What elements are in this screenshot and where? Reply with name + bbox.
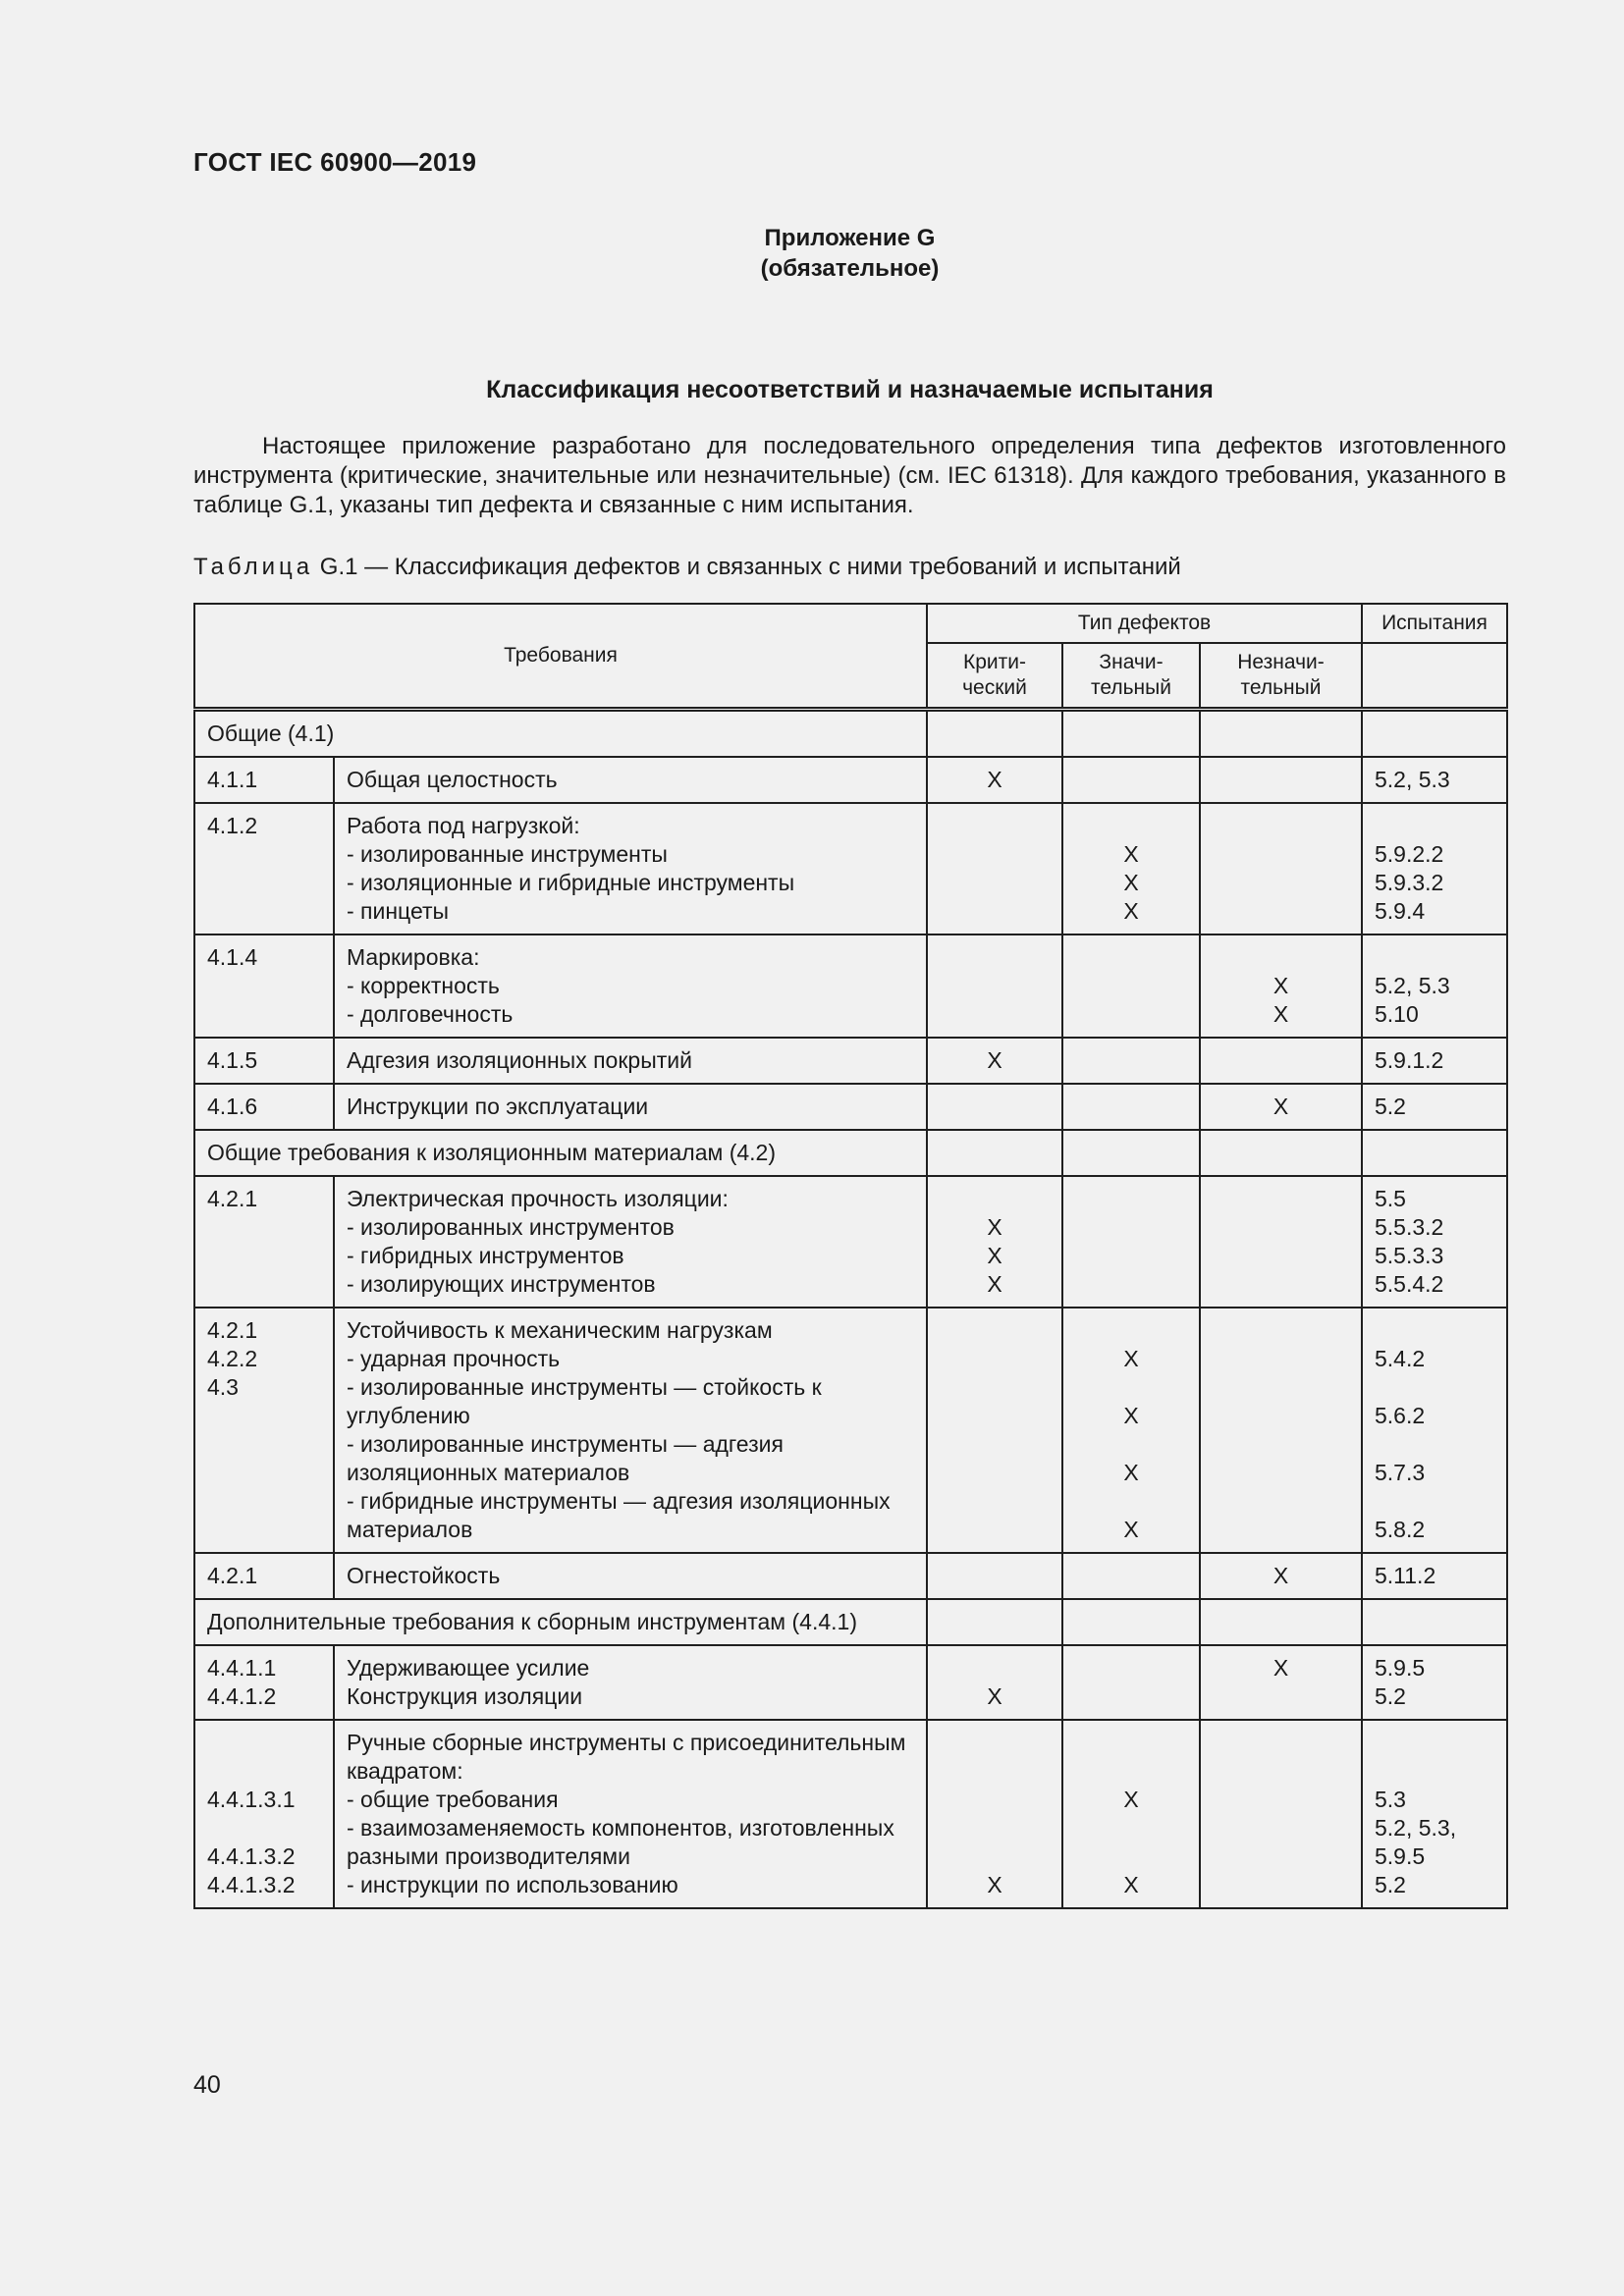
table-row — [194, 1645, 1507, 1720]
empty-cell — [1062, 1130, 1200, 1176]
minor-mark — [1200, 1308, 1362, 1553]
major-mark — [1062, 934, 1200, 1038]
header-defect-type: Тип дефектов — [927, 604, 1362, 643]
critical-mark: X — [927, 1038, 1062, 1084]
minor-mark: X — [1200, 1645, 1362, 1720]
requirement-code: 4.1.2 — [194, 803, 334, 934]
group-title: Общие (4.1) — [194, 710, 927, 758]
table-row — [194, 757, 1507, 803]
empty-cell — [1200, 1599, 1362, 1645]
requirement-text: Ручные сборные инструменты с присоединительным квадратом: - общие требования - взаимозаменяемость компонентов, изготовленных разными производителями - инструкции по использованию — [334, 1720, 927, 1908]
header-minor: Незначи- тельный — [1200, 643, 1362, 710]
empty-cell — [1362, 1130, 1507, 1176]
requirement-text: Работа под нагрузкой: - изолированные инструменты - изоляционные и гибридные инструменты - пинцеты — [334, 803, 927, 934]
test-clauses: 5.5 5.5.3.2 5.5.3.3 5.5.4.2 — [1362, 1176, 1507, 1308]
section-title: Классификация несоответствий и назначаемые испытания — [486, 376, 1214, 403]
test-clauses: 5.9.5 5.2 — [1362, 1645, 1507, 1720]
minor-mark — [1200, 1720, 1362, 1908]
table-row — [194, 1720, 1507, 1908]
header-major: Значи- тельный — [1062, 643, 1200, 710]
intro-paragraph — [193, 432, 1506, 520]
requirement-text: Маркировка: - корректность - долговечность — [334, 934, 927, 1038]
major-mark — [1062, 1084, 1200, 1130]
major-mark — [1062, 757, 1200, 803]
requirement-text: Электрическая прочность изоляции: - изолированных инструментов - гибридных инструментов - изолирующих инструментов — [334, 1176, 927, 1308]
requirement-code: 4.4.1.1 4.4.1.2 — [194, 1645, 334, 1720]
table-row — [194, 1553, 1507, 1599]
critical-mark: X — [927, 757, 1062, 803]
empty-cell — [927, 1130, 1062, 1176]
empty-cell — [1062, 710, 1200, 758]
intro-text: Настоящее приложение разработано для последовательного определения типа дефектов изготовленного инструмента (критические, значительные или незначительные) (см. IEC 61318). Для каждого требования, указанного в таблице G.1, указаны тип дефекта и связанные с ним испытания. — [193, 433, 1506, 518]
requirement-code: 4.4.1.3.1 4.4.1.3.2 4.4.1.3.2 — [194, 1720, 334, 1908]
minor-mark — [1200, 757, 1362, 803]
test-clauses: 5.9.1.2 — [1362, 1038, 1507, 1084]
requirement-text: Огнестойкость — [334, 1553, 927, 1599]
table-row — [194, 934, 1507, 1038]
header-tests: Испытания — [1362, 604, 1507, 643]
empty-cell — [927, 1599, 1062, 1645]
major-mark — [1062, 1176, 1200, 1308]
test-clauses: 5.9.2.2 5.9.3.2 5.9.4 — [1362, 803, 1507, 934]
requirement-code: 4.1.6 — [194, 1084, 334, 1130]
table-row — [194, 1084, 1507, 1130]
requirement-text: Удерживающее усилие Конструкция изоляции — [334, 1645, 927, 1720]
requirement-code: 4.2.1 — [194, 1176, 334, 1308]
minor-mark: X — [1200, 1084, 1362, 1130]
appendix-status: (обязательное) — [760, 255, 940, 282]
header-tests-blank — [1362, 643, 1507, 710]
header-requirements: Требования — [194, 604, 927, 710]
empty-cell — [1200, 710, 1362, 758]
minor-mark — [1200, 1176, 1362, 1308]
document-code: ГОСТ IEC 60900—2019 — [193, 147, 477, 177]
group-title: Дополнительные требования к сборным инструментам (4.4.1) — [194, 1599, 927, 1645]
requirement-code: 4.1.1 — [194, 757, 334, 803]
critical-mark — [927, 803, 1062, 934]
major-mark — [1062, 1553, 1200, 1599]
minor-mark: X X — [1200, 934, 1362, 1038]
test-clauses: 5.2 — [1362, 1084, 1507, 1130]
group-title: Общие требования к изоляционным материалам (4.2) — [194, 1130, 927, 1176]
empty-cell — [1362, 710, 1507, 758]
empty-cell — [1362, 1599, 1507, 1645]
empty-cell — [927, 710, 1062, 758]
table-row — [194, 1176, 1507, 1308]
group-row — [194, 1599, 1507, 1645]
minor-mark: X — [1200, 1553, 1362, 1599]
critical-mark — [927, 1553, 1062, 1599]
critical-mark: X — [927, 1720, 1062, 1908]
requirement-text: Устойчивость к механическим нагрузкам - ударная прочность - изолированные инструменты — стойкость к углублению - изолированные инструменты — адгезия изоляционных материалов - гибридные инструменты — адгезия изоляционных материалов — [334, 1308, 927, 1553]
appendix-title: Приложение G — [764, 225, 936, 251]
requirement-text: Общая целостность — [334, 757, 927, 803]
table-row — [194, 1308, 1507, 1553]
empty-cell — [1200, 1130, 1362, 1176]
test-clauses: 5.4.2 5.6.2 5.7.3 5.8.2 — [1362, 1308, 1507, 1553]
test-clauses: 5.2, 5.3 5.10 — [1362, 934, 1507, 1038]
requirement-code: 4.1.4 — [194, 934, 334, 1038]
critical-mark: X X X — [927, 1176, 1062, 1308]
major-mark: X X X X — [1062, 1308, 1200, 1553]
requirement-code: 4.2.1 4.2.2 4.3 — [194, 1308, 334, 1553]
major-mark — [1062, 1038, 1200, 1084]
requirement-text: Инструкции по эксплуатации — [334, 1084, 927, 1130]
test-clauses: 5.11.2 — [1362, 1553, 1507, 1599]
minor-mark — [1200, 803, 1362, 934]
table-caption-label: Таблица — [193, 554, 314, 580]
table-body — [194, 710, 1507, 1909]
requirement-code: 4.2.1 — [194, 1553, 334, 1599]
critical-mark — [927, 1084, 1062, 1130]
group-row — [194, 710, 1507, 758]
header-critical: Крити- ческий — [927, 643, 1062, 710]
major-mark — [1062, 1645, 1200, 1720]
critical-mark: X — [927, 1645, 1062, 1720]
major-mark: X X — [1062, 1720, 1200, 1908]
requirement-text: Адгезия изоляционных покрытий — [334, 1038, 927, 1084]
group-row — [194, 1130, 1507, 1176]
minor-mark — [1200, 1038, 1362, 1084]
table-caption — [193, 554, 1181, 581]
major-mark: X X X — [1062, 803, 1200, 934]
table-caption-text: G.1 — Классификация дефектов и связанных с ними требований и испытаний — [319, 554, 1181, 580]
page-number: 40 — [193, 2071, 221, 2099]
test-clauses: 5.3 5.2, 5.3, 5.9.5 5.2 — [1362, 1720, 1507, 1908]
test-clauses: 5.2, 5.3 — [1362, 757, 1507, 803]
empty-cell — [1062, 1599, 1200, 1645]
requirement-code: 4.1.5 — [194, 1038, 334, 1084]
table-row — [194, 1038, 1507, 1084]
classification-table — [193, 603, 1508, 1909]
table-row — [194, 803, 1507, 934]
critical-mark — [927, 1308, 1062, 1553]
critical-mark — [927, 934, 1062, 1038]
